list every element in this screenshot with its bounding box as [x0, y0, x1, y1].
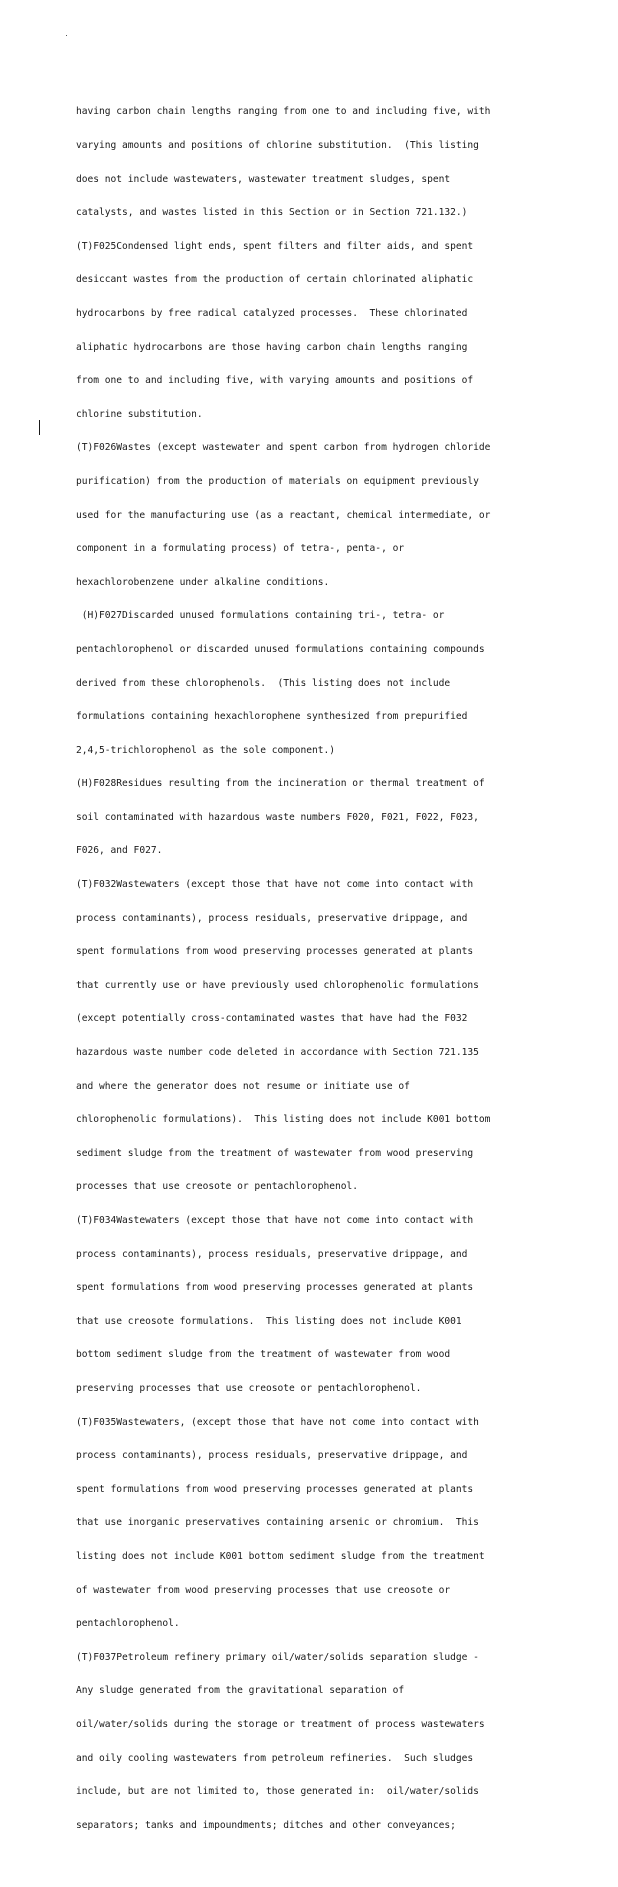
text-line: sediment sludge from the treatment of wastewater from wood preserving: [76, 1147, 474, 1159]
text-line: (H)F027Discarded unused formulations containing tri-, tetra- or: [76, 610, 445, 622]
text-line: processes that use creosote or pentachlorophenol.: [76, 1181, 359, 1193]
text-line: component in a formulating process) of tetra-, penta-, or: [76, 543, 405, 555]
text-line: does not include wastewaters, wastewater treatment sludges, spent: [76, 173, 451, 185]
text-line: chlorine substitution.: [76, 408, 203, 420]
text-line: (T)F026Wastes (except wastewater and spent carbon from hydrogen chloride: [76, 442, 491, 454]
text-line: aliphatic hydrocarbons are those having carbon chain lengths ranging: [76, 341, 468, 353]
text-line: spent formulations from wood preserving processes generated at plants: [76, 1483, 474, 1495]
text-line: (H)F028Residues resulting from the incineration or thermal treatment of: [76, 778, 485, 790]
text-line: process contaminants), process residuals, preservative drippage, and: [76, 1248, 468, 1260]
text-line: pentachlorophenol.: [76, 1618, 180, 1630]
text-line: and where the generator does not resume or initiate use of: [76, 1080, 410, 1092]
text-line: (T)F037Petroleum refinery primary oil/water/solids separation sludge -: [76, 1651, 479, 1663]
text-line: process contaminants), process residuals, preservative drippage, and: [76, 1450, 468, 1462]
text-line: varying amounts and positions of chlorine substitution. (This listing: [76, 140, 479, 151]
text-line: preserving processes that use creosote or pentachlorophenol.: [76, 1382, 422, 1394]
text-line: having carbon chain lengths ranging from one to and including five, with: [76, 106, 491, 118]
text-line: that currently use or have previously used chlorophenolic formulations: [76, 979, 479, 991]
text-line: oil/water/solids during the storage or treatment of process wastewaters: [76, 1718, 485, 1730]
text-line: catalysts, and wastes listed in this Section or in Section 721.132.): [76, 207, 468, 219]
text-line: (T)F025Condensed light ends, spent filters and filter aids, and spent: [76, 240, 474, 252]
text-line: desiccant wastes from the production of certain chlorinated aliphatic: [76, 274, 474, 286]
text-line: formulations containing hexachlorophene synthesized from prepurified: [76, 711, 468, 723]
text-line: process contaminants), process residuals, preservative drippage, and: [76, 912, 468, 924]
text-line: separators; tanks and impoundments; ditches and other conveyances;: [76, 1819, 456, 1831]
text-line: (except potentially cross-contaminated wastes that have had the F032: [76, 1013, 468, 1025]
text-line: that use inorganic preservatives containing arsenic or chromium. This: [76, 1517, 479, 1529]
text-line: that use creosote formulations. This listing does not include K001: [76, 1315, 462, 1327]
text-line: hydrocarbons by free radical catalyzed processes. These chlorinated: [76, 307, 468, 319]
body-text: [76, 84, 556, 1887]
text-line: (T)F035Wastewaters, (except those that have not come into contact with: [76, 1416, 479, 1428]
text-line: Any sludge generated from the gravitational separation of: [76, 1685, 405, 1697]
text-line: (T)F032Wastewaters (except those that have not come into contact with: [76, 879, 474, 891]
text-line: purification) from the production of materials on equipment previously: [76, 475, 479, 487]
text-line: (T)F034Wastewaters (except those that have not come into contact with: [76, 1215, 474, 1226]
text-line: 2,4,5-trichlorophenol as the sole component.): [76, 744, 336, 756]
text-line: chlorophenolic formulations). This listing does not include K001 bottom: [76, 1114, 491, 1126]
text-line: spent formulations from wood preserving processes generated at plants: [76, 946, 474, 958]
text-line: soil contaminated with hazardous waste numbers F020, F021, F022, F023,: [76, 811, 479, 823]
text-line: bottom sediment sludge from the treatment of wastewater from wood: [76, 1349, 451, 1361]
text-line: include, but are not limited to, those generated in: oil/water/solids: [76, 1786, 479, 1798]
scan-speck: [66, 35, 67, 36]
text-line: of wastewater from wood preserving processes that use creosote or: [76, 1584, 451, 1596]
text-line: from one to and including five, with varying amounts and positions of: [76, 375, 474, 387]
revision-margin-bar: [39, 420, 40, 435]
text-line: and oily cooling wastewaters from petroleum refineries. Such sludges: [76, 1752, 474, 1764]
text-line: hexachlorobenzene under alkaline conditions.: [76, 576, 330, 588]
text-line: pentachlorophenol or discarded unused formulations containing compounds: [76, 643, 485, 655]
text-line: [76, 1853, 556, 1864]
text-line: listing does not include K001 bottom sediment sludge from the treatment: [76, 1550, 485, 1562]
text-line: derived from these chlorophenols. (This listing does not include: [76, 677, 451, 689]
text-line: hazardous waste number code deleted in accordance with Section 721.135: [76, 1047, 479, 1059]
text-line: F026, and F027.: [76, 845, 163, 857]
text-line: used for the manufacturing use (as a reactant, chemical intermediate, or: [76, 509, 491, 521]
text-line: spent formulations from wood preserving processes generated at plants: [76, 1282, 474, 1294]
